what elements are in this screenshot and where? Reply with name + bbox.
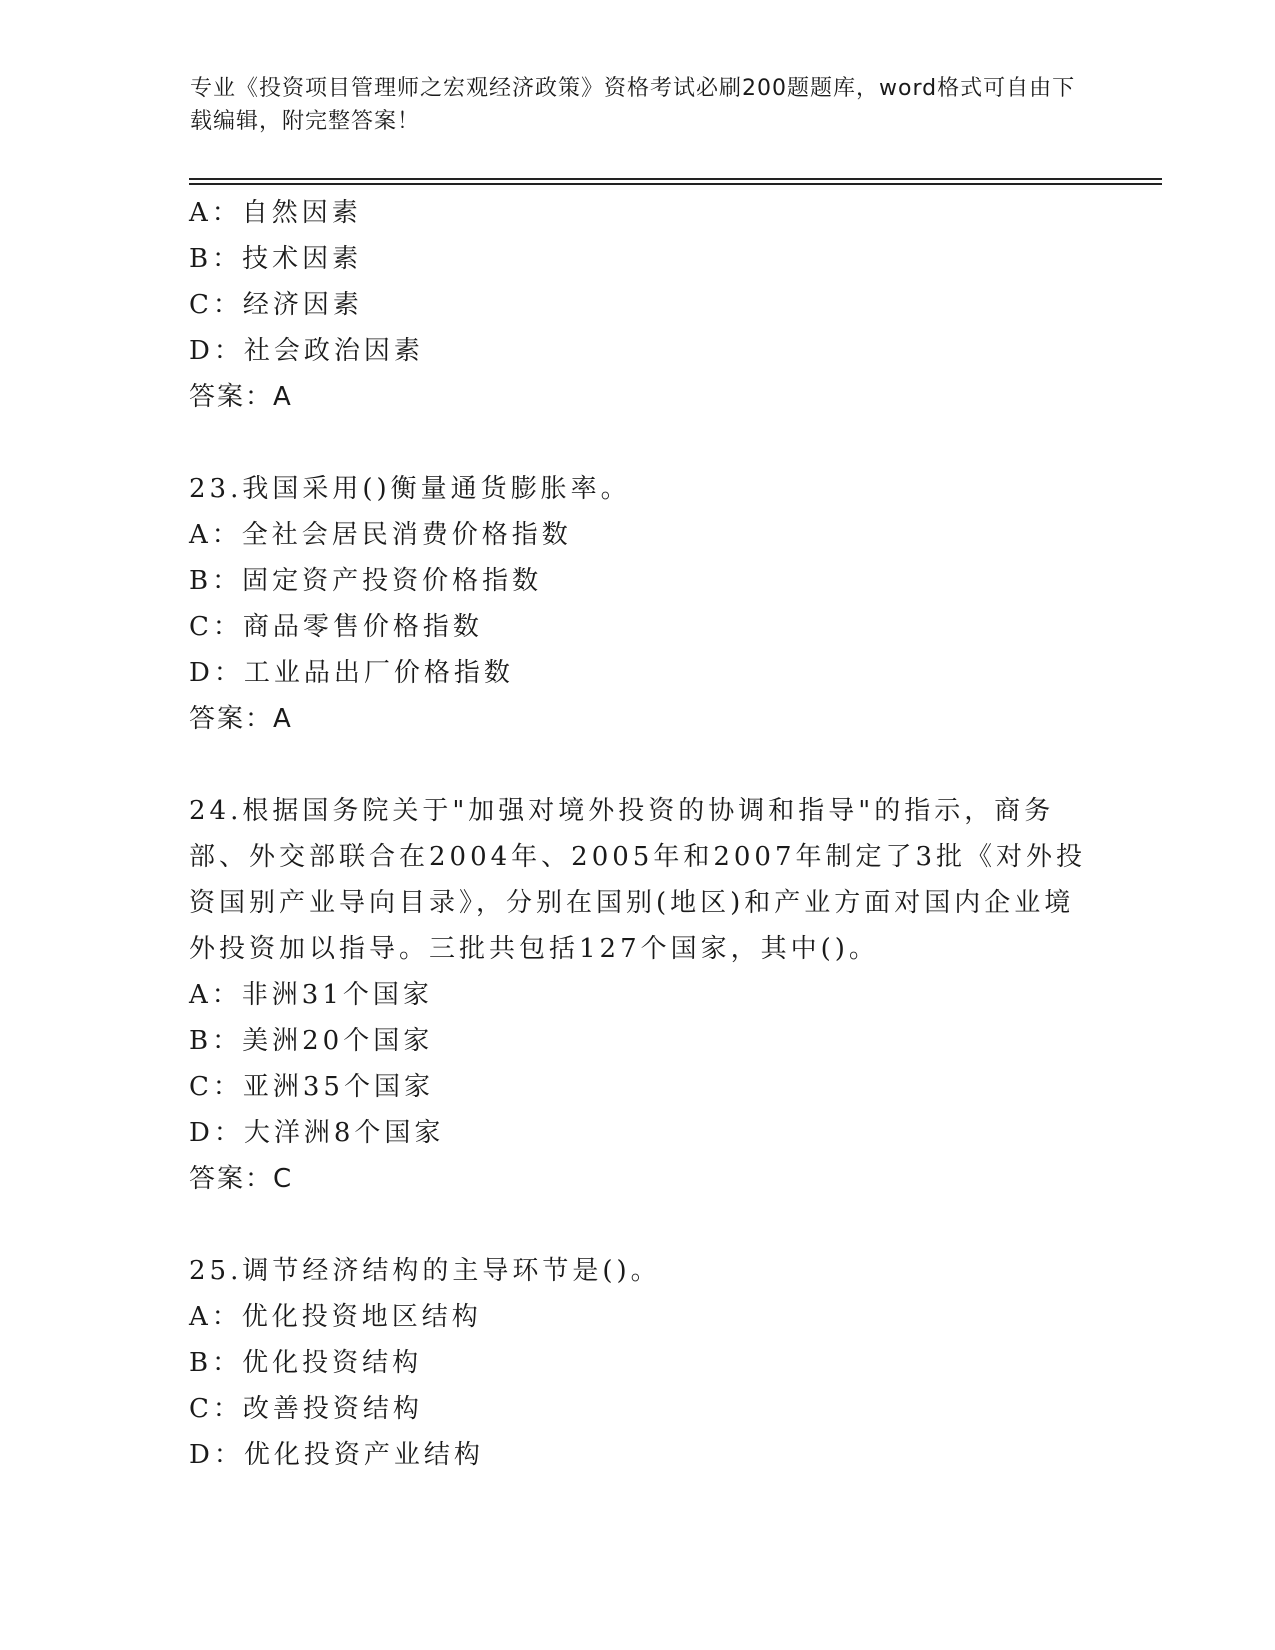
answer: 答案：C: [189, 1164, 294, 1194]
question-stem: 25.调节经济结构的主导环节是()。: [189, 1256, 661, 1286]
option-d: D：工业品出厂价格指数: [189, 658, 514, 688]
document-header: 专业《投资项目管理师之宏观经济政策》资格考试必刷200题题库，word格式可自由下载编辑，附完整答案！: [190, 76, 1076, 134]
option-a: A：自然因素: [189, 198, 362, 228]
option-d: D：社会政治因素: [189, 336, 424, 366]
option-c: C：经济因素: [189, 290, 363, 320]
option-c: C：商品零售价格指数: [189, 612, 483, 642]
option-b: B：技术因素: [189, 244, 363, 274]
header-divider-bottom: [189, 183, 1162, 185]
question-23: [189, 466, 1089, 742]
option-b: B：美洲20个国家: [189, 1026, 434, 1056]
option-b: B：优化投资结构: [189, 1348, 423, 1378]
question-25: [189, 1248, 1089, 1478]
answer: 答案：A: [189, 704, 293, 734]
option-a: A：全社会居民消费价格指数: [189, 520, 572, 550]
question-stem: 24.根据国务院关于"加强对境外投资的协调和指导"的指示，商务部、外交部联合在2004年、2005年和2007年制定了3批《对外投资国别产业导向目录》，分别在国别(地区)和产业方面对国内企业境外投资加以指导。三批共包括127个国家，其中()。: [189, 796, 1087, 964]
question-stem: 23.我国采用()衡量通货膨胀率。: [189, 474, 631, 504]
question-24: [189, 788, 1089, 1202]
option-a: A：优化投资地区结构: [189, 1302, 482, 1332]
option-c: C：亚洲35个国家: [189, 1072, 434, 1102]
option-d: D：优化投资产业结构: [189, 1440, 484, 1470]
header-divider-top: [189, 178, 1162, 180]
option-b: B：固定资产投资价格指数: [189, 566, 543, 596]
option-d: D：大洋洲8个国家: [189, 1118, 445, 1148]
option-a: A：非洲31个国家: [189, 980, 433, 1010]
option-c: C：改善投资结构: [189, 1394, 423, 1424]
question-list: [189, 190, 1089, 1478]
answer: 答案：A: [189, 382, 293, 412]
question-22: [189, 190, 1089, 420]
